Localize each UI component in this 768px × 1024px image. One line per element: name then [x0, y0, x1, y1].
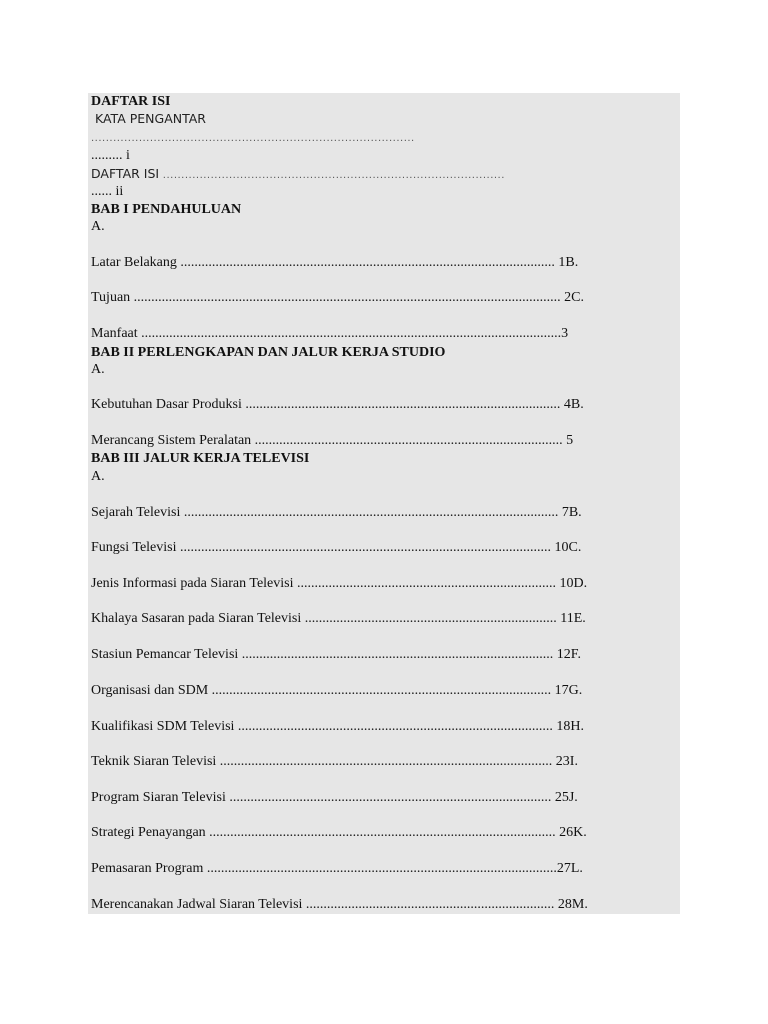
toc-entry: Manfaat ........................................................................................................................3 [91, 326, 569, 341]
preface-page: ......... i [91, 148, 130, 163]
toc-self-entry [91, 166, 505, 184]
toc-entry: Tujuan .......................................................................................................................... 2C. [91, 290, 585, 305]
toc-entry: Program Siaran Televisi ............................................................................................ 25J. [91, 790, 578, 805]
toc-entry: Merancang Sistem Peralatan ........................................................................................ 5 [91, 433, 574, 448]
toc-entry: Merencanakan Jadwal Siaran Televisi ....................................................................... 28M. [91, 897, 588, 912]
chapter-title: BAB II PERLENGKAPAN DAN JALUR KERJA STUDIO [91, 345, 446, 360]
toc-entry: Latar Belakang ........................................................................................................... 1B. [91, 255, 579, 270]
preface-dots: ........................................................................................ [91, 133, 415, 144]
toc-entry: Kebutuhan Dasar Produksi .......................................................................................... 4B. [91, 397, 584, 412]
toc-heading: DAFTAR ISI [91, 94, 171, 109]
chapter-marker: A. [91, 469, 105, 484]
toc-entry: Kualifikasi SDM Televisi .......................................................................................... 18H. [91, 719, 585, 734]
toc-entry: Jenis Informasi pada Siaran Televisi .......................................................................... 10D. [91, 576, 588, 591]
toc-self-label: DAFTAR ISI [91, 166, 160, 181]
toc-entry: Pemasaran Program ....................................................................................................27L. [91, 861, 583, 876]
toc-entry: Organisasi dan SDM ................................................................................................. 17G. [91, 683, 583, 698]
preface-label: KATA PENGANTAR [91, 111, 206, 126]
toc-entry: Fungsi Televisi .......................................................................................................... 10C. [91, 540, 582, 555]
toc-self-page: ...... ii [91, 184, 124, 199]
toc-entry: Stasiun Pemancar Televisi ......................................................................................... 12F. [91, 647, 581, 662]
chapter-marker: A. [91, 362, 105, 377]
chapter-title: BAB III JALUR KERJA TELEVISI [91, 451, 310, 466]
chapter-title: BAB I PENDAHULUAN [91, 202, 242, 217]
toc-entry: Teknik Siaran Televisi ............................................................................................... 23I. [91, 754, 578, 769]
chapter-marker: A. [91, 219, 105, 234]
toc-entry: Sejarah Televisi ........................................................................................................... 7B. [91, 505, 582, 520]
toc-entry: Strategi Penayangan ................................................................................................... 26K. [91, 825, 587, 840]
toc-entry: Khalaya Sasaran pada Siaran Televisi ........................................................................ 11E. [91, 611, 586, 626]
toc-self-dots: ............................................................................................. [159, 170, 505, 181]
